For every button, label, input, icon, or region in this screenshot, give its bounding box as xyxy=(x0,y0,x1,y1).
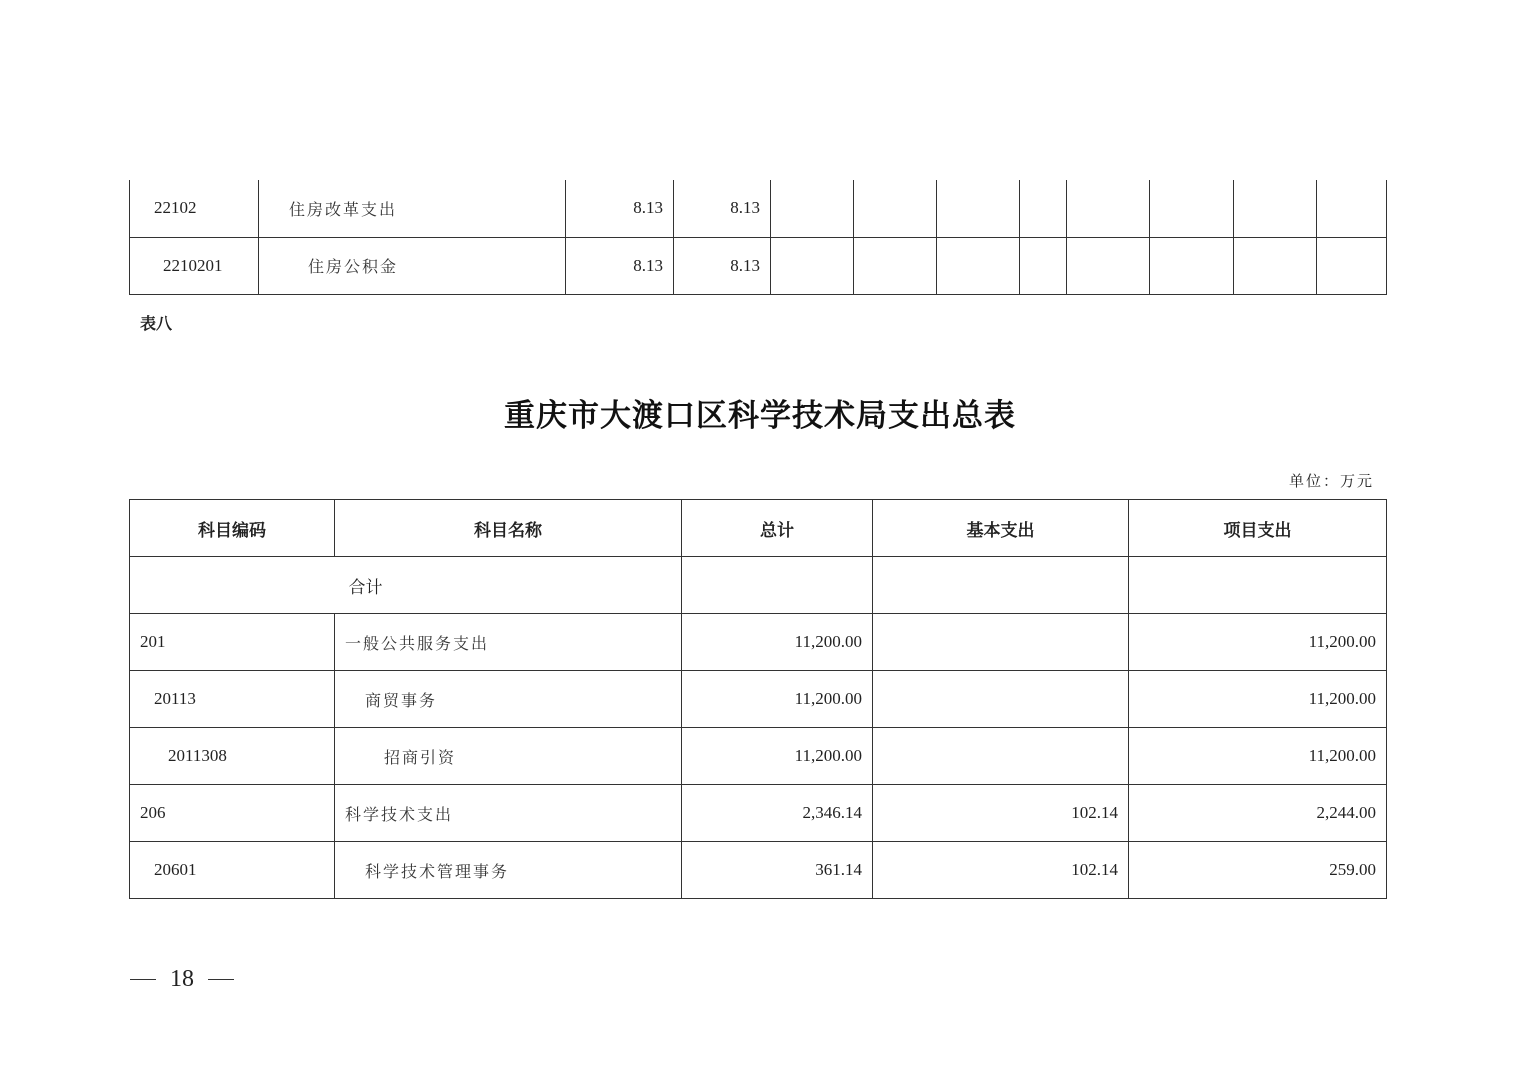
row-total: 361.14 xyxy=(682,842,873,899)
empty-cell xyxy=(771,180,854,237)
table-label: 表八 xyxy=(140,314,173,333)
row-project: 259.00 xyxy=(1129,842,1387,899)
row-total: 2,346.14 xyxy=(682,785,873,842)
dash-decoration xyxy=(130,979,156,980)
continued-table xyxy=(129,180,1387,295)
table-row xyxy=(130,237,1387,294)
total-row xyxy=(130,557,1387,614)
total-label: 合计 xyxy=(130,557,682,614)
header-basic: 基本支出 xyxy=(873,500,1129,557)
row-name: 一般公共服务支出 xyxy=(335,614,682,671)
empty-cell xyxy=(1234,237,1317,294)
page-title: 重庆市大渡口区科学技术局支出总表 xyxy=(504,398,1016,434)
page-number xyxy=(130,966,234,993)
table-row xyxy=(130,180,1387,237)
empty-cell xyxy=(937,237,1020,294)
row-total: 11,200.00 xyxy=(682,671,873,728)
row-project: 11,200.00 xyxy=(1129,614,1387,671)
empty-cell xyxy=(1234,180,1317,237)
row-value: 8.13 xyxy=(674,180,771,237)
row-name: 住房改革支出 xyxy=(259,180,566,237)
row-name: 科学技术支出 xyxy=(335,785,682,842)
row-code: 20113 xyxy=(130,671,335,728)
empty-cell xyxy=(1150,237,1234,294)
row-project: 11,200.00 xyxy=(1129,671,1387,728)
empty-cell xyxy=(937,180,1020,237)
empty-cell xyxy=(1020,237,1067,294)
empty-cell xyxy=(854,180,937,237)
empty-cell xyxy=(854,237,937,294)
table-row xyxy=(130,842,1387,899)
empty-cell xyxy=(1067,180,1150,237)
row-basic: 102.14 xyxy=(873,842,1129,899)
row-value: 8.13 xyxy=(674,237,771,294)
row-basic xyxy=(873,671,1129,728)
table-row xyxy=(130,614,1387,671)
row-name: 招商引资 xyxy=(335,728,682,785)
table-row xyxy=(130,785,1387,842)
row-code: 22102 xyxy=(130,180,259,237)
row-basic xyxy=(873,614,1129,671)
row-name: 商贸事务 xyxy=(335,671,682,728)
row-code: 206 xyxy=(130,785,335,842)
empty-cell xyxy=(1317,237,1387,294)
empty-cell xyxy=(1317,180,1387,237)
header-project: 项目支出 xyxy=(1129,500,1387,557)
row-basic: 102.14 xyxy=(873,785,1129,842)
row-code: 2011308 xyxy=(130,728,335,785)
row-code: 20601 xyxy=(130,842,335,899)
table-row xyxy=(130,728,1387,785)
row-project: 2,244.00 xyxy=(1129,785,1387,842)
table-header-row xyxy=(130,500,1387,557)
empty-cell xyxy=(1129,557,1387,614)
empty-cell xyxy=(873,557,1129,614)
row-total: 11,200.00 xyxy=(682,614,873,671)
unit-label: 单位：万元 xyxy=(1288,472,1374,490)
page-number-text: 18 xyxy=(170,966,194,992)
empty-cell xyxy=(771,237,854,294)
empty-cell xyxy=(1150,180,1234,237)
empty-cell xyxy=(682,557,873,614)
row-name: 科学技术管理事务 xyxy=(335,842,682,899)
empty-cell xyxy=(1020,180,1067,237)
row-total: 11,200.00 xyxy=(682,728,873,785)
dash-decoration xyxy=(208,979,234,980)
expenditure-table xyxy=(129,499,1387,899)
row-value: 8.13 xyxy=(566,237,674,294)
row-project: 11,200.00 xyxy=(1129,728,1387,785)
row-basic xyxy=(873,728,1129,785)
row-name: 住房公积金 xyxy=(259,237,566,294)
row-code: 201 xyxy=(130,614,335,671)
header-total: 总计 xyxy=(682,500,873,557)
row-value: 8.13 xyxy=(566,180,674,237)
row-code: 2210201 xyxy=(130,237,259,294)
empty-cell xyxy=(1067,237,1150,294)
table-row xyxy=(130,671,1387,728)
header-name: 科目名称 xyxy=(335,500,682,557)
header-code: 科目编码 xyxy=(130,500,335,557)
